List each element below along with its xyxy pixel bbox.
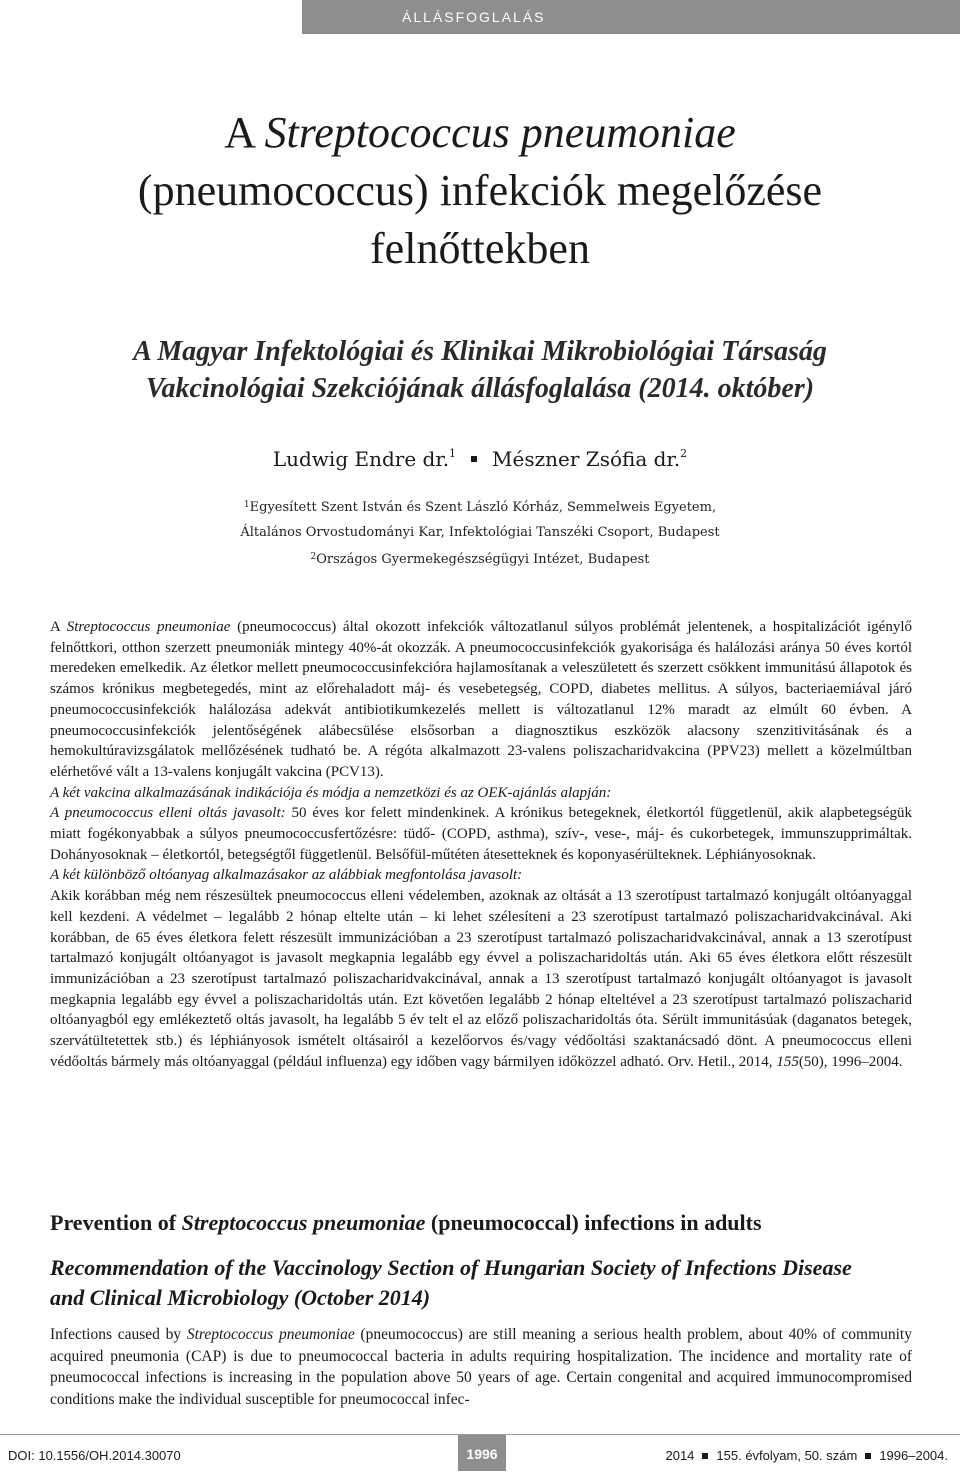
species-name: Streptococcus pneumoniae <box>66 619 231 635</box>
title-species: Streptococcus pneumoniae <box>264 108 736 157</box>
affiliation-1-line1: Egyesített Szent István és Szent László Kórház, Semmelweis Egyetem, <box>249 500 717 515</box>
abstract-text: (pneumococcus) által okozott infekciók változatlanul súlyos problémát jelentenek, a hospitalizációt igénylő felnőttkori, otthon szerzett pneumoniák mintegy 40%-át okozzák. A pneumococcusinfekciók gyakorisága és halálozási aránya 50 éves kortól meredeken emelkedik. Az életkor mellett pneumococcusinfekcióra hajlamosítanak a veleszületett és szerzett csökkent immunitású állapotok és számos krónikus megbetegedés, mint az előrehaladott máj- és vesebetegség, COPD, diabetes mellitus. A súlyos, bacteriaemiával járó pneumococcusinfekciók halálozása adekvát antibiotikumkezelés mellett is változatlanul 12% maradt az elmúlt 60 évben. A pneumococcusinfekciók jelentőségének alábecsülése elsősorban a diagnosztikus eszközök alacsony szenzitivitásának és a hemokultúravizsgálatok mellőzésének tudható be. A régóta alkalmazott 23-valens poliszacharidvakcina (PPV23) mellett a közelmúltban elérhetővé vált a 13-valens konjugált vakcina (PCV13). <box>50 619 912 780</box>
author-name: Mészner Zsófia dr. <box>492 447 681 471</box>
issue-volume: 155. évfolyam, 50. szám <box>716 1448 858 1463</box>
author-affil-marker: 2 <box>680 447 688 460</box>
en-title-species: Streptococcus pneumoniae <box>181 1210 426 1235</box>
consideration-heading: A két különböző oltóanyag alkalmazásakor az alábbiak megfontolása javasolt: <box>50 867 523 884</box>
abstract-text: 50 éves kor felett mindenkinek. A krónikus betegeknek, életkortól függetlenül, akik alapbetegségük miatt fogékonyabbak a súlyos pneumococcusfertőzésre: tüdő- (COPD, asthma), szív-, vese-, máj- és cukorbetegek, immunszupprimáltak. Dohányosoknak – életkortól, betegségtől függetlenül. Belsőfül-műtéten átesetteknek és koponyasérülteknek. Léphiányosoknak. <box>50 805 912 863</box>
article-title <box>0 104 960 278</box>
affil-marker: 2 <box>310 552 317 562</box>
abstract-paragraph <box>50 803 912 865</box>
abstract-english <box>50 1324 912 1410</box>
en-abstract-text: (pneumococcus) are still meaning a serious health problem, about 40% of community acquired pneumonia (CAP) is due to pneumococcal bacteria in adults requiring hospitalization. The incidence and mortality rate of pneumococcal infections is increasing in the population above 50 years of age. Certain congenital and acquired immunocompromised conditions make the individual susceptible for pneumococcal infec- <box>50 1326 912 1408</box>
affiliation-2: Országos Gyermekegészségügyi Intézet, Budapest <box>316 552 650 567</box>
en-species-name: Streptococcus pneumoniae <box>186 1326 355 1343</box>
english-subtitle <box>50 1253 930 1313</box>
journal-volume: 155 <box>776 1053 799 1070</box>
abstract-text: A <box>50 619 67 635</box>
abstract-hungarian <box>50 617 912 1072</box>
subtitle-line2: Vakcinológiai Szekciójának állásfoglalása (2014. október) <box>145 373 815 404</box>
abstract-paragraph <box>50 886 912 1072</box>
page-footer <box>0 1434 960 1471</box>
title-line3: felnőttekben <box>370 224 590 273</box>
author-affil-marker: 1 <box>449 447 457 460</box>
square-separator-icon <box>702 1453 708 1459</box>
en-title-text: Prevention of <box>50 1210 182 1235</box>
square-separator-icon <box>865 1453 871 1459</box>
author-name: Ludwig Endre dr. <box>272 447 450 471</box>
title-line2: (pneumococcus) infekciók megelőzése <box>137 166 823 215</box>
indication-heading: A két vakcina alkalmazásának indikációja és módja a nemzetközi és az OEK-ajánlás alapján: <box>50 784 612 801</box>
english-title <box>50 1208 930 1238</box>
en-title-text: (pneumococcal) infections in adults <box>425 1210 762 1235</box>
issue-info <box>665 1448 948 1463</box>
en-abstract-text: Infections caused by <box>50 1326 187 1343</box>
abstract-heading <box>50 865 912 886</box>
abstract-heading <box>50 783 912 804</box>
en-subtitle-line1: Recommendation of the Vaccinology Section of Hungarian Society of Infections Disease <box>50 1255 852 1280</box>
issue-pages: 1996–2004. <box>879 1448 948 1463</box>
doi: DOI: 10.1556/OH.2014.30070 <box>8 1448 181 1463</box>
subtitle-line1: A Magyar Infektológiai és Klinikai Mikrobiológiai Társaság <box>133 336 827 367</box>
page-number: 1996 <box>458 1435 506 1471</box>
recommendation-label: A pneumococcus elleni oltás javasolt: <box>50 805 286 822</box>
en-subtitle-line2: and Clinical Microbiology (October 2014) <box>50 1285 431 1310</box>
abstract-text: (50), 1996–2004. <box>798 1053 903 1070</box>
author-list <box>0 440 960 473</box>
issue-year: 2014 <box>665 1448 695 1463</box>
abstract-paragraph <box>50 617 912 783</box>
affil-marker: 1 <box>243 500 250 510</box>
title-prefix: A <box>224 108 265 157</box>
square-separator-icon <box>471 456 477 462</box>
abstract-text: Akik korábban még nem részesültek pneumococcus elleni védelemben, azoknak az oltását a 13 szerotípust tartalmazó konjugált oltóanyaggal kell kezdeni. A védelmet – legalább 2 hónap eltelte után – ki lehet szélesíteni a 23 szerotípust tartalmazó poliszacharidvakcinával. Aki korábban, de 65 éves életkora felett részesült immunizációban a 23 szerotípust tartalmazó poliszacharidvakcinával, annak a 13 szerotípust tartalmazó konjugált oltóanyagot is javasolt megkapnia legalább egy évvel a poliszacharidoltás után. Aki 65 éves életkora előtt részesült immunizációban a 23 szerotípust tartalmazó poliszacharidvakcinával, annak a 13 szerotípust tartalmazó konjugált oltóanyagot is javasolt megkapnia legalább egy évvel a poliszacharidoltás után. Ezt követően legalább 2 hónap elteltével a 23 szerotípust tartalmazó poliszacharid oltóanyagból egy emlékeztető oltás javasolt, ha legalább 5 év telt el az előző poliszacharidoltás óta. Sérült immunitásúak (daganatos betegek, szervátültetettek stb.) és léphiányosok ismételt oltásairól a kezelőorvos és/vagy védőoltási szaktanácsadó dönt. A pneumococcus elleni védőoltás bármely más oltóanyaggal (például influenza) egy időben vagy bármilyen időközzel adható. Orv. Hetil., 2014, <box>50 888 912 1070</box>
affiliation-1-line2: Általános Orvostudományi Kar, Infektológiai Tanszéki Csoport, Budapest <box>240 525 720 540</box>
article-subtitle <box>0 333 960 407</box>
section-label: ÁLLÁSFOGLALÁS <box>302 0 960 34</box>
affiliations <box>0 493 960 572</box>
